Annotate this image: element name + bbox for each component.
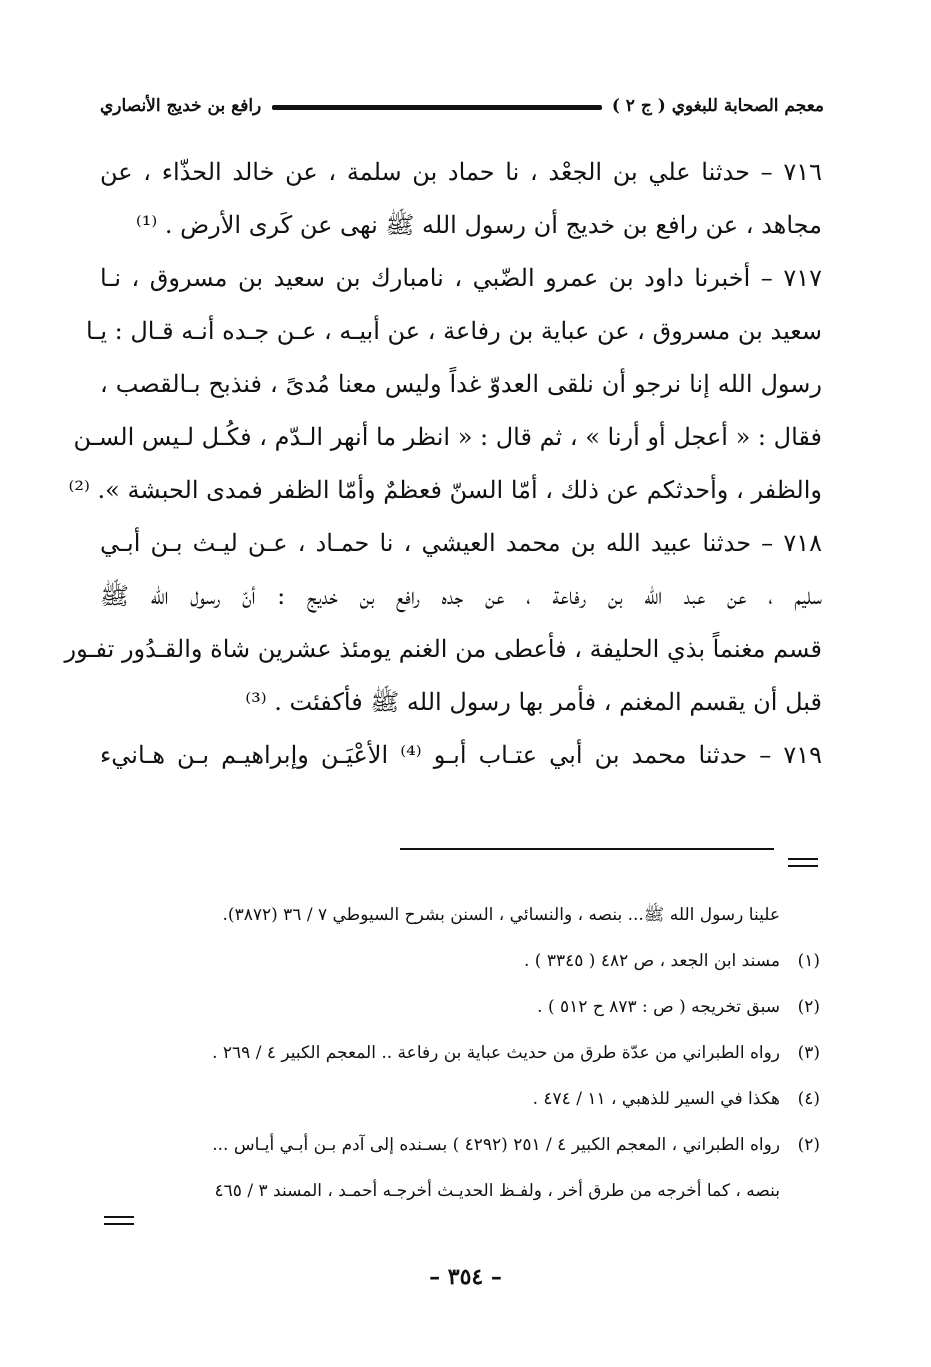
footnotes: [104, 892, 820, 1214]
footnote: [104, 1122, 820, 1168]
footnote-text: هكذا في السير للذهبي ، ١١ / ٤٧٤ .: [532, 1089, 780, 1109]
footnote: [104, 984, 820, 1030]
running-header: [100, 92, 824, 128]
footnote: [104, 1076, 820, 1122]
book-title: معجم الصحابة للبغوي ( ج ٢ ): [611, 96, 824, 116]
text-line: ٧١٦ – حدثنا علي بن الجعْد ، نا حماد بن سلمة ، عن خالد الحذّاء ، عن: [100, 158, 822, 186]
continuation-mark: [104, 1216, 134, 1225]
text-line: قبل أن يقسم المغنم ، فأمر بها رسول الله ﷺ فأكفئت . ⁽³⁾: [245, 688, 822, 716]
footnote-separator: [400, 848, 774, 850]
text-line: قسم مغنماً بذي الحليفة ، فأعطى من الغنم يومئذ عشرين شاة والقـدُور تفـور: [64, 635, 822, 663]
chapter-title: رافع بن خديج الأنصاري: [100, 96, 262, 116]
footnote: [104, 938, 820, 984]
footnote-number: (١): [797, 951, 820, 971]
footnote-text: رواه الطبراني ، المعجم الكبير ٤ / ٢٥١ (٤٢٩٢ ) بسـنده إلى آدم بـن أبـي أيـاس ...: [212, 1135, 780, 1155]
footnote: [104, 1030, 820, 1076]
text-line: والظفر ، وأحدثكم عن ذلك ، أمّا السنّ فعظمٌ وأمّا الظفر فمدى الحبشة ». ⁽²⁾: [68, 476, 822, 504]
footnote: [104, 1168, 820, 1214]
footnote-number: (٢): [797, 997, 820, 1017]
text-line: سليم ، عن عبد الله بن رفاعة ، عن جده رافع بن خديج : أنّ رسول الله ﷺ: [100, 582, 822, 610]
text-line: ٧١٨ – حدثنا عبيد الله بن محمد العيشي ، نا حمـاد ، عـن ليـث بـن أبـي: [100, 529, 822, 557]
text-line: سعيد بن مسروق ، عن عباية بن رفاعة ، عن أبيـه ، عـن جـده أنـه قـال : يـا: [86, 317, 822, 345]
footnote-text: سبق تخريجه ( ص : ٨٧٣ ح ٥١٢ ) .: [537, 997, 780, 1017]
footnote-text: مسند ابن الجعد ، ص ٤٨٢ ( ٣٣٤٥ ) .: [523, 951, 780, 971]
header-rule: [272, 105, 602, 110]
footnote: [104, 892, 820, 938]
footnote-text: بنصه ، كما أخرجه من طرق أخر ، ولفـظ الحديـث أخرجـه أحمـد ، المسند ٣ / ٤٦٥: [214, 1181, 780, 1201]
footnote-number: (٤): [797, 1089, 820, 1109]
text-line: ٧١٧ – أخبرنا داود بن عمرو الضّبي ، نامبارك بن سعيد بن مسروق ، نـا: [100, 264, 822, 292]
continuation-mark: [788, 858, 818, 867]
text-line: ٧١٩ – حدثنا محمد بن أبي عتـاب أبـو ⁽⁴⁾ الأعْيَـن وإبراهيـم بـن هـانيء: [100, 741, 822, 769]
main-text: [64, 146, 822, 782]
page-number: – ٣٥٤ –: [429, 1264, 502, 1290]
footnote-number: (٣): [797, 1043, 820, 1063]
text-line: مجاهد ، عن رافع بن خديج أن رسول الله ﷺ نهى عن كَرى الأرض . ⁽¹⁾: [135, 211, 822, 239]
text-line: رسول الله إنا نرجو أن نلقى العدوّ غداً وليس معنا مُدىً ، فنذبح بـالقصب ،: [100, 370, 822, 398]
footnote-number: (٢): [797, 1135, 820, 1155]
footnote-text: علينا رسول الله ﷺ... بنصه ، والنسائي ، السنن بشرح السيوطي ٧ / ٣٦ (٣٨٧٢).: [222, 905, 780, 925]
text-line: فقال : « أعجل أو أرنا » ، ثم قال : « انظر ما أنهر الـدّم ، فكُـل لـيس السـن: [73, 423, 822, 451]
footnote-text: رواه الطبراني من عدّة طرق من حديث عباية بن رفاعة .. المعجم الكبير ٤ / ٢٦٩ .: [212, 1043, 780, 1063]
